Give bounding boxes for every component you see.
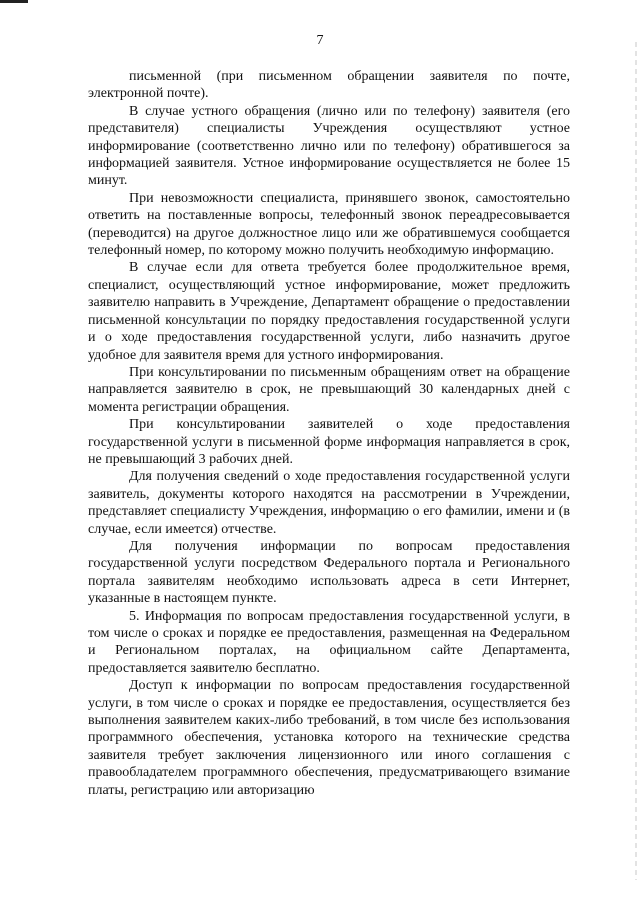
- paragraph-access: Доступ к информации по вопросам предоставления государственной услуги, в том числе о сроках и порядке ее предоставления, осуществляется без выполнения заявителем каких-либо требований, в том числе без использования программного обеспечения, установка которого на технические средства заявителя требует заключения лицензионного или иного соглашения с правообладателем программного обеспечения, предусматривающего взимание платы, регистрацию или авторизацию: [88, 678, 570, 798]
- paragraph-oral-inquiry: В случае устного обращения (лично или по телефону) заявителя (его представителя) специалисты Учреждения осуществляют устное информирование (соответственно лично или по телефону) обратившегося за информацией заявителя. Устное информирование осуществляется не более 15 минут.: [88, 103, 570, 189]
- paragraph-longer-answer: В случае если для ответа требуется более продолжительное время, специалист, осуществляющий устное информирование, может предложить заявителю направить в Учреждение, Департамент обращение о предоставлении письменной консультации по порядку предоставления государственной услуги и о ходе предоставления государственной услуги, либо назначить другое удобное для заявителя время для устного информирования.: [88, 260, 570, 363]
- scan-edge-dots: [635, 40, 637, 880]
- paragraph-portals: Для получения информации по вопросам предоставления государственной услуги посредством Федерального портала и Регионального портала заявителям необходимо использовать адреса в сети Интернет, указанные в настоящем пункте.: [88, 538, 570, 607]
- paragraph-call-redirect: При невозможности специалиста, принявшего звонок, самостоятельно ответить на поставленные вопросы, телефонный звонок переадресовывается (переводится) на другое должностное лицо или же обратившемуся сообщается телефонный номер, по которому можно получить необходимую информацию.: [88, 190, 570, 259]
- paragraph-written-consultation: При консультировании по письменным обращениям ответ на обращение направляется заявителю в срок, не превышающий 30 календарных дней с момента регистрации обращения.: [88, 364, 570, 415]
- scan-corner-mark: [0, 0, 28, 3]
- paragraph-progress-info: Для получения сведений о ходе предоставления государственной услуги заявитель, документы которого находятся на рассмотрении в Учреждении, представляет специалисту Учреждения, информацию о его фамилии, имени и (в случае, если имеется) отчестве.: [88, 469, 570, 537]
- paragraph-item-5: 5. Информация по вопросам предоставления государственной услуги, в том числе о сроках и порядке ее предоставления, размещенная на Федеральном и Региональном порталах, на официальном сайте Департамента, предоставляется заявителю бесплатно.: [88, 608, 570, 676]
- paragraph-continuation: письменной (при письменном обращении заявителя по почте, электронной почте).: [88, 69, 570, 102]
- paragraph-progress-written: При консультировании заявителей о ходе предоставления государственной услуги в письменной форме информация направляется в срок, не превышающий 3 рабочих дней.: [88, 417, 570, 467]
- page-number: 7: [316, 33, 324, 48]
- document-body: [88, 68, 570, 799]
